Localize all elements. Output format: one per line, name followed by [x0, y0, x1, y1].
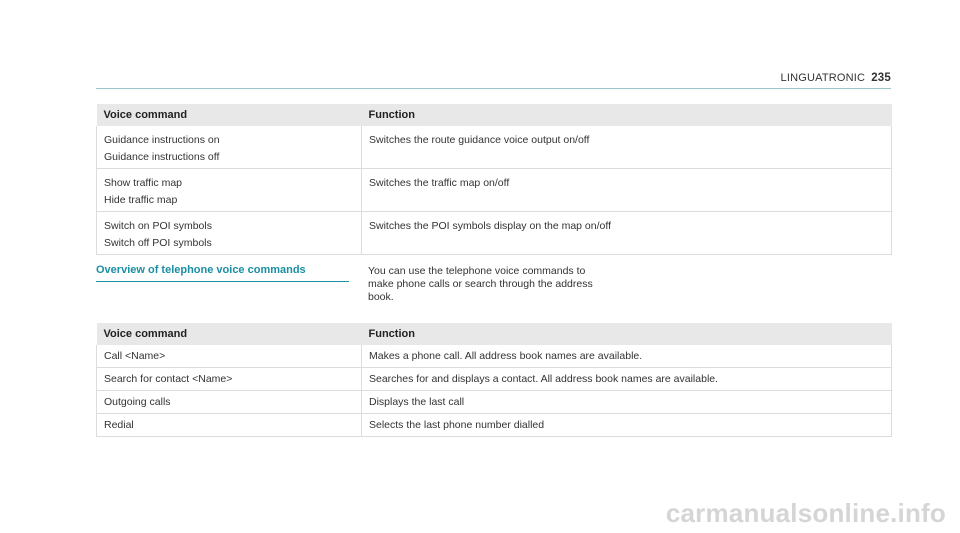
- table-row: [97, 345, 892, 368]
- section-heading: Overview of telephone voice commands: [96, 264, 349, 282]
- table-row: [97, 169, 892, 212]
- telephone-voice-commands-table: [96, 323, 892, 437]
- voice-command-cell: Search for contact <Name>: [97, 368, 362, 391]
- section-intro: [368, 265, 648, 304]
- intro-line: You can use the telephone voice commands to: [368, 265, 586, 277]
- voice-command-cell: Call <Name>: [97, 345, 362, 368]
- column-header-function: Function: [362, 104, 892, 126]
- column-header-function: Function: [362, 323, 892, 345]
- function-cell: Searches for and displays a contact. All address book names are available.: [362, 368, 892, 391]
- voice-command: Switch on POI symbols: [104, 220, 212, 232]
- voice-command-cell: Outgoing calls: [97, 391, 362, 414]
- table-row: [97, 391, 892, 414]
- function-cell: Switches the traffic map on/off: [362, 169, 892, 212]
- function-cell: Displays the last call: [362, 391, 892, 414]
- voice-command: Hide traffic map: [104, 194, 178, 206]
- watermark: carmanualsonline.info: [665, 498, 946, 528]
- table-header-row: [97, 104, 892, 126]
- header-rule: [96, 88, 891, 89]
- function-cell: Switches the POI symbols display on the map on/off: [362, 212, 892, 255]
- table-row: [97, 368, 892, 391]
- voice-command: Switch off POI symbols: [104, 237, 212, 249]
- function-cell: Makes a phone call. All address book names are available.: [362, 345, 892, 368]
- intro-line: book.: [368, 291, 394, 303]
- table-row: [97, 126, 892, 169]
- running-head: [781, 72, 892, 84]
- column-header-voice-command: Voice command: [97, 104, 362, 126]
- voice-command: Guidance instructions off: [104, 151, 220, 163]
- section-name: LINGUATRONIC: [780, 72, 866, 84]
- column-header-voice-command: Voice command: [97, 323, 362, 345]
- voice-command-cell: [97, 212, 362, 255]
- voice-command-cell: [97, 126, 362, 169]
- table-row: [97, 212, 892, 255]
- voice-command: Guidance instructions on: [104, 134, 220, 146]
- voice-command: Show traffic map: [104, 177, 183, 189]
- function-cell: Switches the route guidance voice output on/off: [362, 126, 892, 169]
- function-cell: Selects the last phone number dialled: [362, 414, 892, 437]
- intro-line: make phone calls or search through the address: [368, 278, 593, 290]
- table-header-row: [97, 323, 892, 345]
- voice-command-cell: [97, 169, 362, 212]
- page-number: 235: [871, 72, 891, 84]
- table-row: [97, 414, 892, 437]
- voice-command-cell: Redial: [97, 414, 362, 437]
- navigation-voice-commands-table: [96, 104, 892, 255]
